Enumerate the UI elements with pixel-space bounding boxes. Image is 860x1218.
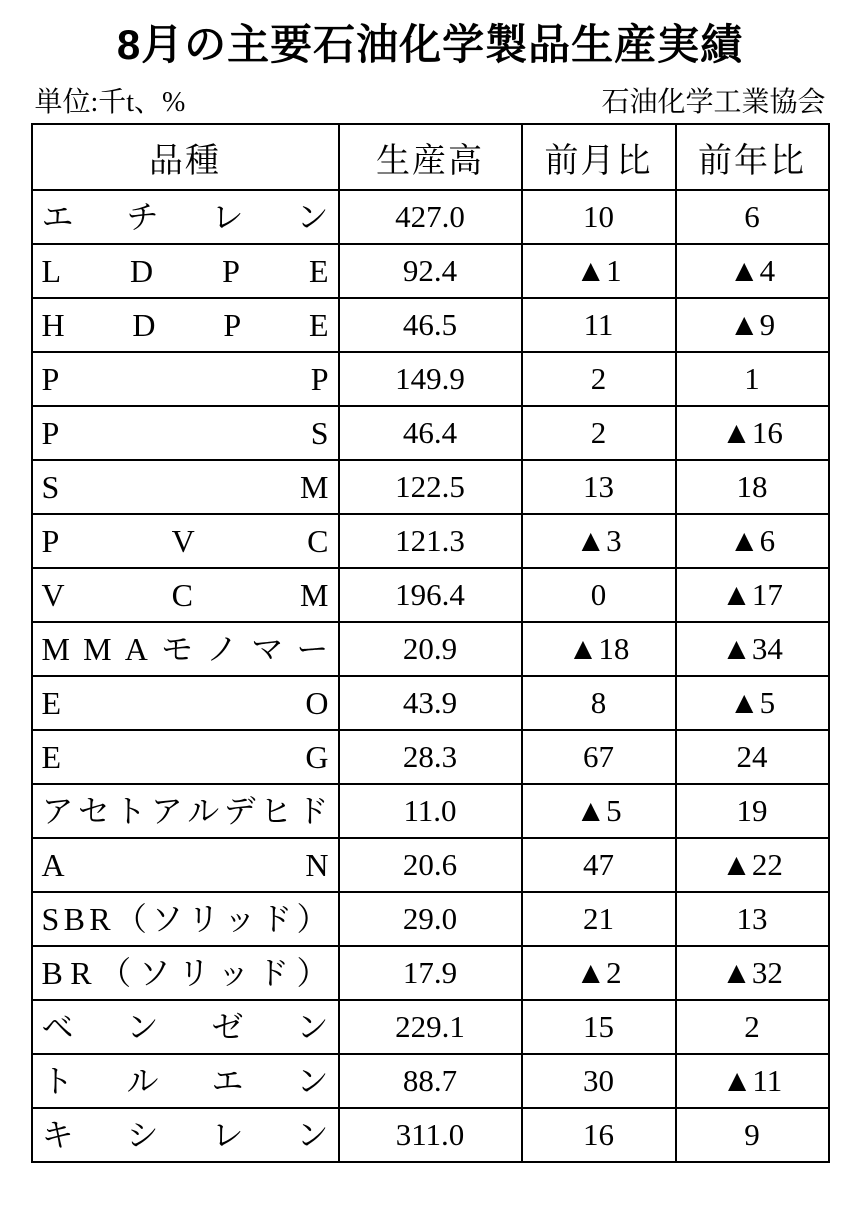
table-row bbox=[32, 298, 829, 352]
production-value-cell: 122.5 bbox=[339, 460, 522, 514]
product-name: P S bbox=[41, 415, 329, 452]
production-table bbox=[31, 123, 830, 1163]
product-name: ア セ ト ア ル デ ヒ ド bbox=[41, 793, 329, 830]
production-value-cell: 88.7 bbox=[339, 1054, 522, 1108]
table-row bbox=[32, 622, 829, 676]
table-row bbox=[32, 406, 829, 460]
page-title: 8月の主要石油化学製品生産実績 bbox=[116, 21, 744, 68]
product-name-cell bbox=[32, 1000, 339, 1054]
year-over-year-cell: ▲34 bbox=[676, 622, 829, 676]
month-over-month-cell: 2 bbox=[522, 406, 676, 460]
production-value-cell: 29.0 bbox=[339, 892, 522, 946]
year-over-year-cell: 9 bbox=[676, 1108, 829, 1162]
month-over-month-cell: 11 bbox=[522, 298, 676, 352]
month-over-month-cell: ▲5 bbox=[522, 784, 676, 838]
year-over-year-cell: 19 bbox=[676, 784, 829, 838]
production-value-cell: 20.6 bbox=[339, 838, 522, 892]
product-name: S M bbox=[41, 469, 329, 506]
table-header-row bbox=[32, 124, 829, 190]
table-row bbox=[32, 676, 829, 730]
table-row bbox=[32, 1054, 829, 1108]
year-over-year-cell: ▲4 bbox=[676, 244, 829, 298]
product-name: エ チ レ ン bbox=[41, 199, 329, 236]
table-row bbox=[32, 568, 829, 622]
month-over-month-cell: ▲18 bbox=[522, 622, 676, 676]
header-product: 品種 bbox=[32, 124, 339, 190]
product-name-cell bbox=[32, 622, 339, 676]
month-over-month-cell: 67 bbox=[522, 730, 676, 784]
year-over-year-cell: 18 bbox=[676, 460, 829, 514]
month-over-month-cell: 2 bbox=[522, 352, 676, 406]
year-over-year-cell: ▲11 bbox=[676, 1054, 829, 1108]
product-name-cell bbox=[32, 244, 339, 298]
month-over-month-cell: 30 bbox=[522, 1054, 676, 1108]
product-name: H D P E bbox=[41, 307, 329, 344]
product-name-cell bbox=[32, 568, 339, 622]
production-value-cell: 92.4 bbox=[339, 244, 522, 298]
month-over-month-cell: 0 bbox=[522, 568, 676, 622]
product-name: B R （ ソ リ ッ ド ） bbox=[41, 955, 329, 992]
production-value-cell: 11.0 bbox=[339, 784, 522, 838]
month-over-month-cell: ▲2 bbox=[522, 946, 676, 1000]
table-row bbox=[32, 352, 829, 406]
production-value-cell: 46.5 bbox=[339, 298, 522, 352]
year-over-year-cell: ▲5 bbox=[676, 676, 829, 730]
year-over-year-cell: ▲6 bbox=[676, 514, 829, 568]
table-row bbox=[32, 244, 829, 298]
production-value-cell: 427.0 bbox=[339, 190, 522, 244]
table-body bbox=[32, 190, 829, 1162]
year-over-year-cell: 13 bbox=[676, 892, 829, 946]
unit-label: 単位:千t、% bbox=[34, 87, 186, 119]
table-row bbox=[32, 1108, 829, 1162]
product-name: M M A モ ノ マ ー bbox=[41, 631, 329, 668]
year-over-year-cell: ▲16 bbox=[676, 406, 829, 460]
year-over-year-cell: ▲9 bbox=[676, 298, 829, 352]
production-value-cell: 121.3 bbox=[339, 514, 522, 568]
year-over-year-cell: ▲32 bbox=[676, 946, 829, 1000]
product-name: A N bbox=[41, 847, 329, 884]
product-name: S B R （ ソ リ ッ ド ） bbox=[41, 901, 329, 938]
table-row bbox=[32, 460, 829, 514]
production-value-cell: 229.1 bbox=[339, 1000, 522, 1054]
year-over-year-cell: 24 bbox=[676, 730, 829, 784]
year-over-year-cell: 2 bbox=[676, 1000, 829, 1054]
meta-row bbox=[33, 88, 828, 119]
production-value-cell: 17.9 bbox=[339, 946, 522, 1000]
month-over-month-cell: ▲3 bbox=[522, 514, 676, 568]
table-row bbox=[32, 838, 829, 892]
product-name: ベ ン ゼ ン bbox=[41, 1009, 329, 1046]
table-row bbox=[32, 730, 829, 784]
month-over-month-cell: 15 bbox=[522, 1000, 676, 1054]
product-name: P V C bbox=[41, 523, 329, 560]
table-row bbox=[32, 892, 829, 946]
product-name-cell bbox=[32, 514, 339, 568]
year-over-year-cell: 1 bbox=[676, 352, 829, 406]
production-value-cell: 20.9 bbox=[339, 622, 522, 676]
product-name: P P bbox=[41, 361, 329, 398]
product-name-cell bbox=[32, 1108, 339, 1162]
product-name: E G bbox=[41, 739, 329, 776]
product-name-cell bbox=[32, 406, 339, 460]
month-over-month-cell: 47 bbox=[522, 838, 676, 892]
product-name-cell bbox=[32, 892, 339, 946]
product-name-cell bbox=[32, 460, 339, 514]
source-label: 石油化学工業協会 bbox=[601, 87, 826, 119]
product-name-cell bbox=[32, 838, 339, 892]
year-over-year-cell: ▲17 bbox=[676, 568, 829, 622]
production-value-cell: 43.9 bbox=[339, 676, 522, 730]
product-name-cell bbox=[32, 190, 339, 244]
product-name: キ シ レ ン bbox=[41, 1117, 329, 1154]
header-yoy: 前年比 bbox=[676, 124, 829, 190]
month-over-month-cell: 16 bbox=[522, 1108, 676, 1162]
product-name-cell bbox=[32, 1054, 339, 1108]
product-name: V C M bbox=[41, 577, 329, 614]
production-value-cell: 46.4 bbox=[339, 406, 522, 460]
table-row bbox=[32, 946, 829, 1000]
month-over-month-cell: 10 bbox=[522, 190, 676, 244]
table-row bbox=[32, 784, 829, 838]
product-name-cell bbox=[32, 298, 339, 352]
year-over-year-cell: ▲22 bbox=[676, 838, 829, 892]
month-over-month-cell: ▲1 bbox=[522, 244, 676, 298]
production-value-cell: 196.4 bbox=[339, 568, 522, 622]
table-row bbox=[32, 1000, 829, 1054]
production-value-cell: 311.0 bbox=[339, 1108, 522, 1162]
production-value-cell: 149.9 bbox=[339, 352, 522, 406]
product-name: L D P E bbox=[41, 253, 329, 290]
table-row bbox=[32, 514, 829, 568]
header-production: 生産高 bbox=[339, 124, 522, 190]
product-name: E O bbox=[41, 685, 329, 722]
product-name-cell bbox=[32, 676, 339, 730]
year-over-year-cell: 6 bbox=[676, 190, 829, 244]
product-name: ト ル エ ン bbox=[41, 1063, 329, 1100]
month-over-month-cell: 8 bbox=[522, 676, 676, 730]
product-name-cell bbox=[32, 946, 339, 1000]
table-row bbox=[32, 190, 829, 244]
month-over-month-cell: 21 bbox=[522, 892, 676, 946]
header-mom: 前月比 bbox=[522, 124, 676, 190]
product-name-cell bbox=[32, 352, 339, 406]
product-name-cell bbox=[32, 784, 339, 838]
product-name-cell bbox=[32, 730, 339, 784]
production-value-cell: 28.3 bbox=[339, 730, 522, 784]
month-over-month-cell: 13 bbox=[522, 460, 676, 514]
